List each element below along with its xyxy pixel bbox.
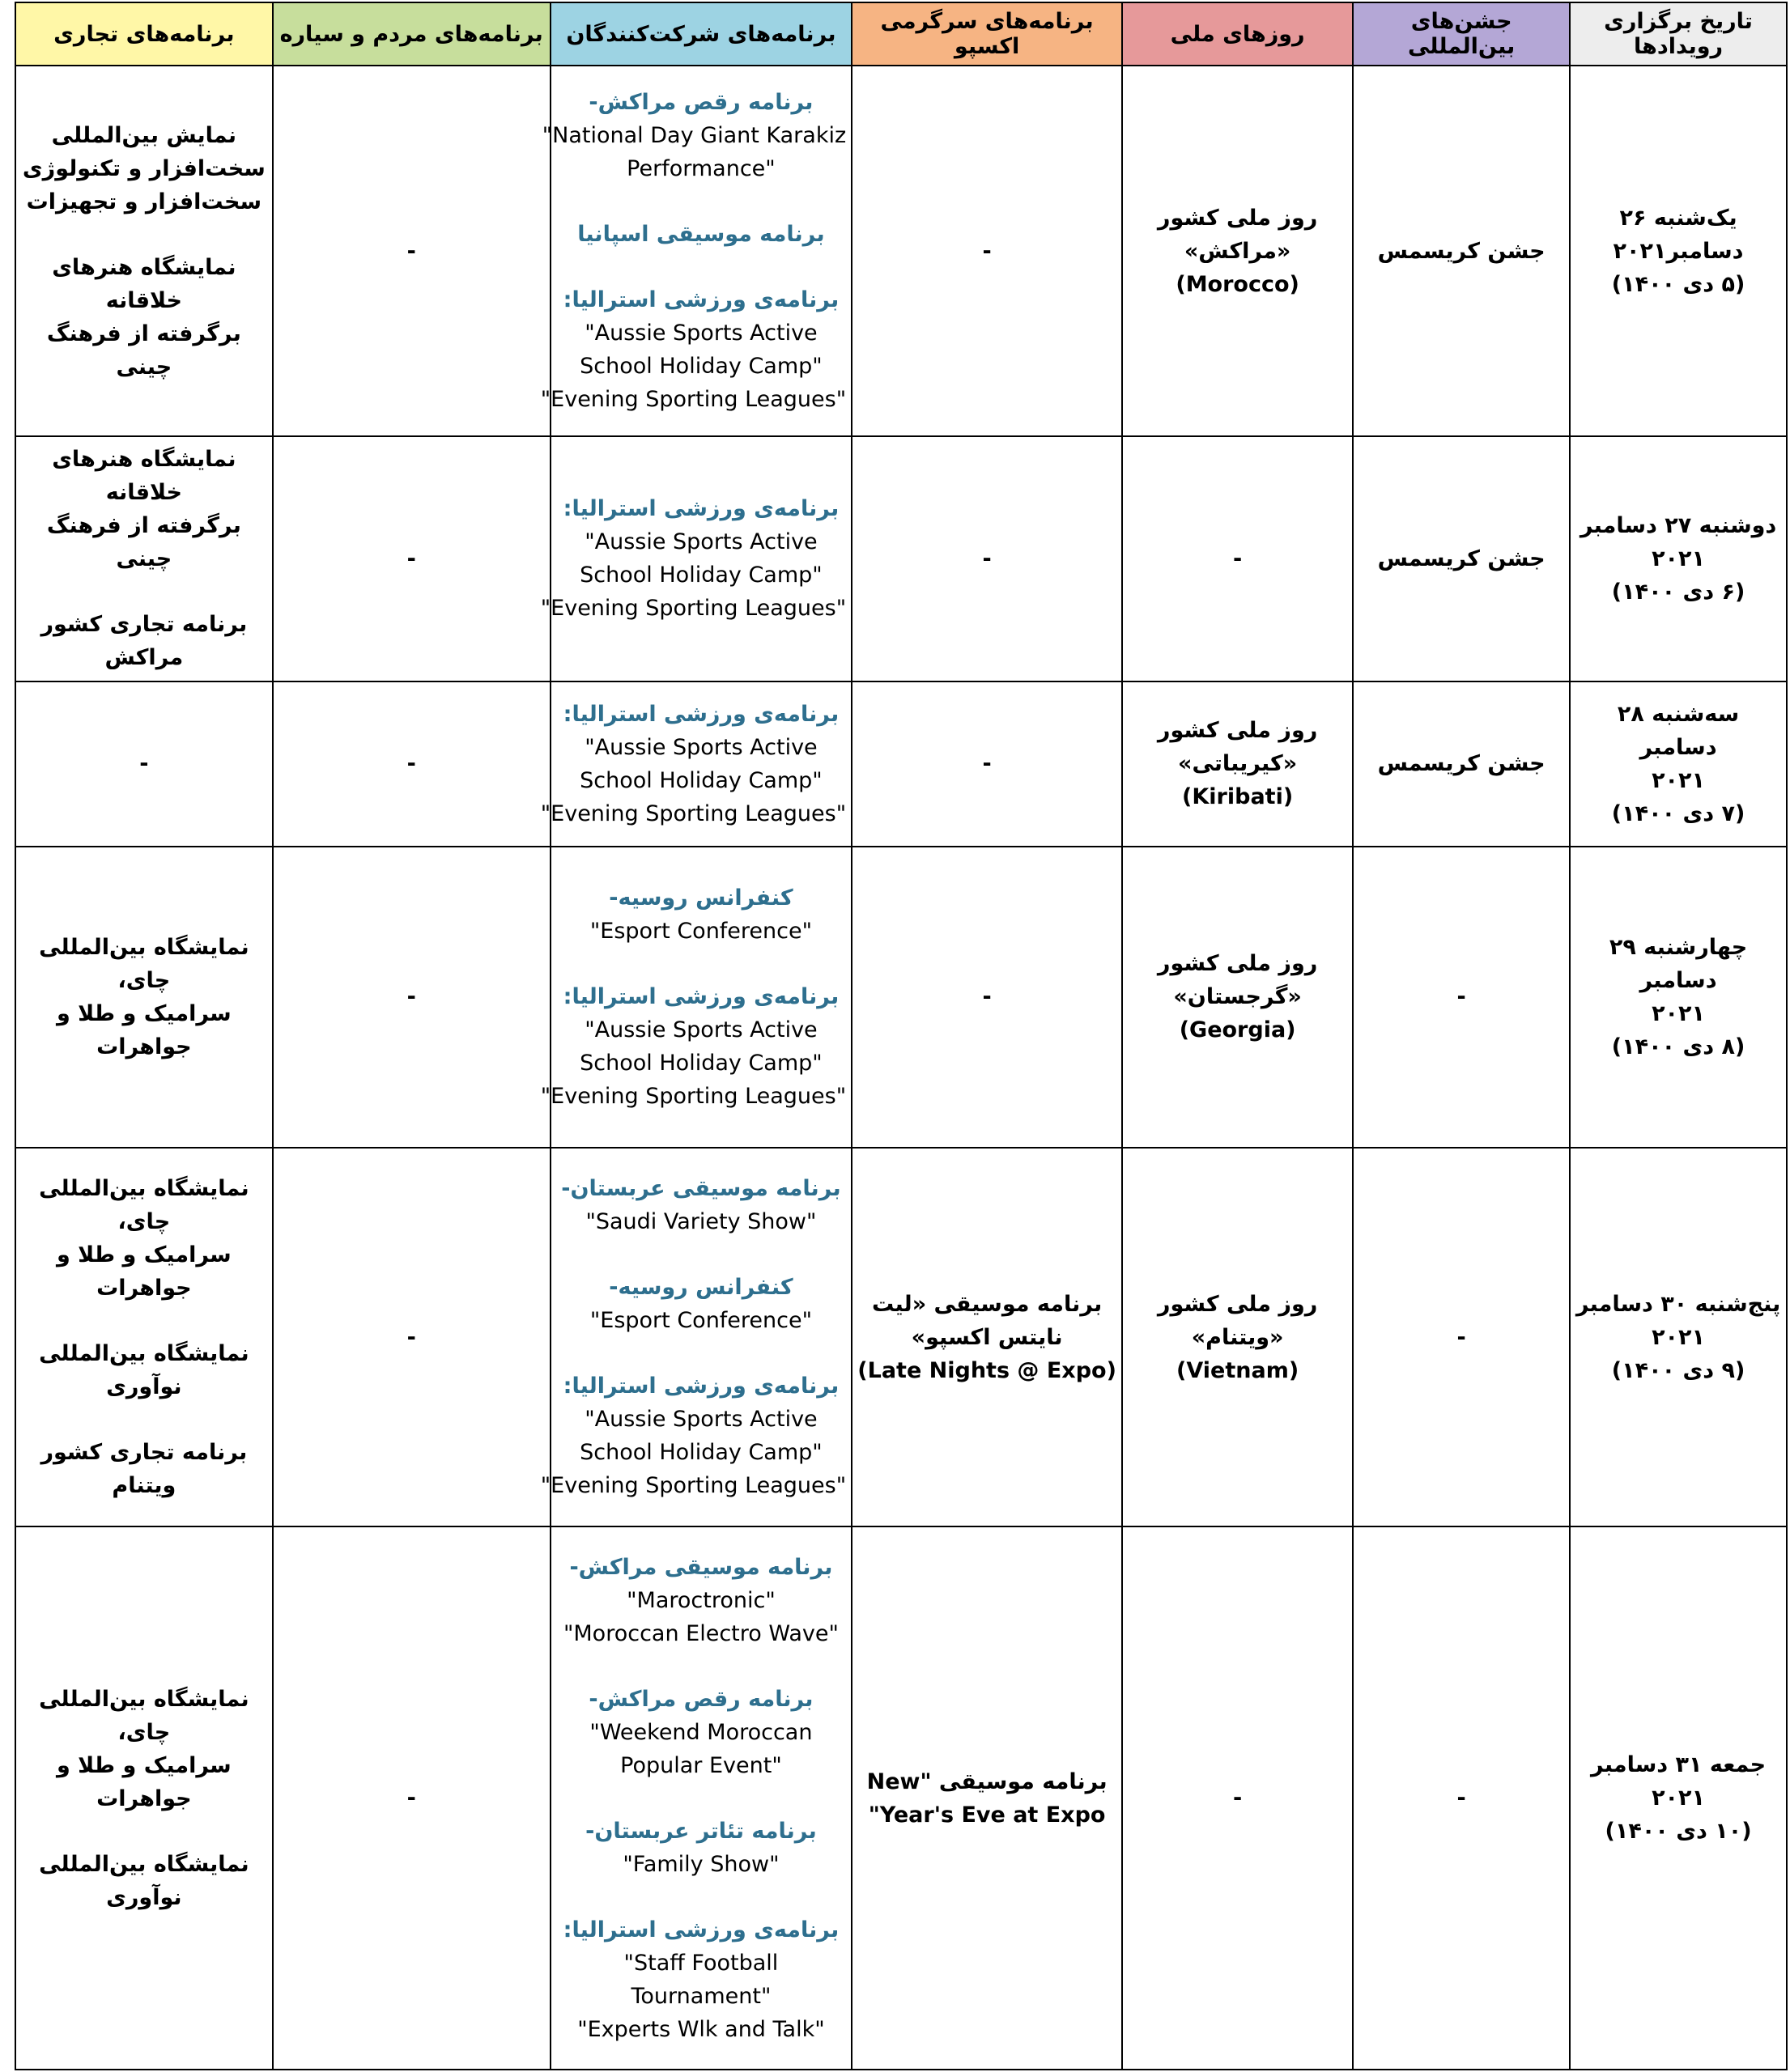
program-title: برنامه‌ی ورزشی استرالیا: — [563, 983, 840, 1009]
header-national-days: روزهای ملی — [1122, 2, 1353, 66]
national-day-cell-line: روز ملی کشور — [1157, 718, 1318, 744]
international-celebration-cell-line: جشن کریسمس — [1377, 238, 1546, 264]
national-day-cell-line: - — [1233, 1785, 1243, 1811]
date-cell-line: (۵ دی ۱۴۰۰) — [1611, 271, 1745, 297]
people-planet-cell-line: - — [406, 1785, 416, 1811]
program-detail: "Performance — [627, 156, 776, 182]
business-program-line: برنامه تجاری کشور ویتنام — [40, 1440, 248, 1499]
date-cell-line: ۲۰۲۱ — [1652, 1324, 1705, 1350]
business-program-line: - — [139, 751, 149, 777]
business-program-line: سخت‌افزار و تکنولوژی — [22, 155, 266, 181]
program-detail: "Evening Sporting Leagues" — [540, 387, 847, 413]
program-detail: "School Holiday Camp — [580, 1440, 823, 1466]
national-day-cell-line: (Vietnam) — [1176, 1357, 1299, 1383]
program-title: برنامه رقص مراکش- — [589, 90, 814, 116]
expo-entertainment-cell — [852, 436, 1122, 681]
program-detail: "Moroccan Electro Wave" — [563, 1620, 839, 1646]
program-detail: Weekend Moroccan" — [589, 1719, 813, 1745]
expo-entertainment-cell-line: نایتس اکسپو» — [911, 1324, 1063, 1350]
national-day-cell-line: (Kiribati) — [1182, 784, 1294, 810]
program-detail: "Evening Sporting Leagues" — [540, 1083, 847, 1109]
date-cell-line: ۲۰۲۱ — [1652, 767, 1705, 793]
national-day-cell — [1122, 1148, 1353, 1526]
participant-programs-cell — [540, 681, 852, 847]
international-celebration-cell-line: - — [1456, 984, 1466, 1010]
international-celebration-cell — [1353, 847, 1570, 1148]
date-cell — [1570, 66, 1787, 436]
business-program-line: برگرفته از فرهنگ چینی — [46, 321, 241, 380]
people-planet-cell-line: - — [406, 751, 416, 777]
international-celebration-cell — [1353, 1148, 1570, 1526]
expo-entertainment-cell — [852, 681, 1122, 847]
date-cell — [1570, 1526, 1787, 2070]
spacer — [21, 1305, 267, 1337]
national-day-cell-line: «مراکش» (Morocco) — [1176, 238, 1299, 297]
date-cell-line: یک‌شنبه ۲۶ دسامبر۲۰۲۱ — [1613, 205, 1744, 264]
participant-programs-cell — [551, 1526, 852, 2070]
business-program-line: برگرفته از فرهنگ چینی — [46, 513, 241, 572]
program-detail: "Maroctronic" — [627, 1587, 776, 1613]
program-title: برنامه موسیقی مراکش- — [569, 1554, 833, 1580]
spacer — [21, 575, 267, 608]
program-detail: "School Holiday Camp — [580, 767, 823, 793]
international-celebration-cell-line: جشن کریسمس — [1377, 751, 1546, 777]
business-programs-cell — [15, 1148, 273, 1526]
national-day-cell-line: روز ملی کشور — [1157, 951, 1318, 977]
date-cell — [1570, 1148, 1787, 1526]
business-programs-cell — [15, 847, 273, 1148]
date-cell-line: (۶ دی ۱۴۰۰) — [1611, 579, 1745, 605]
table-row — [15, 681, 1787, 847]
program-detail: "School Holiday Camp — [580, 354, 823, 380]
international-celebration-cell-line: - — [1456, 1324, 1466, 1350]
expo-entertainment-cell-line: برنامه موسیقی "New — [866, 1768, 1108, 1794]
expo-entertainment-cell-line: - — [982, 751, 992, 777]
program-title: برنامه‌ی ورزشی استرالیا: — [563, 496, 840, 522]
people-planet-cell-line: - — [406, 546, 416, 571]
business-program-line: نمایشگاه هنرهای خلاقانه — [52, 254, 236, 313]
business-program-line: سرامیک و طلا و جواهرات — [57, 1752, 232, 1811]
expo-entertainment-cell-line: - — [982, 984, 992, 1010]
business-program-line: نمایشگاه هنرهای خلاقانه — [52, 447, 236, 506]
people-planet-cell-line: - — [406, 984, 416, 1010]
header-business-programs: برنامه‌های تجاری — [15, 2, 273, 66]
program-title: برنامه‌ی ورزشی استرالیا: — [563, 701, 840, 727]
date-cell — [1570, 681, 1787, 847]
participant-programs-cell — [540, 66, 852, 436]
program-detail: "Esport Conference" — [589, 918, 813, 944]
date-cell-line: دوشنبه ۲۷ دسامبر ۲۰۲۱ — [1580, 512, 1777, 571]
date-cell-line: چهارشنبه ۲۹ دسامبر — [1609, 934, 1748, 993]
participant-programs-cell — [540, 847, 852, 1148]
program-title: کنفرانس روسیه- — [609, 1275, 793, 1301]
program-detail: "Esport Conference" — [589, 1308, 813, 1334]
business-programs-cell — [15, 436, 273, 681]
program-detail: "Experts Wlk and Talk" — [577, 2016, 825, 2042]
business-program-line: نمایشگاه بین‌المللی نوآوری — [39, 1341, 249, 1400]
business-program-line: نمایشگاه بین‌المللی چای، — [39, 1176, 249, 1235]
expo-entertainment-cell — [852, 847, 1122, 1148]
national-day-cell-line: - — [1233, 546, 1243, 571]
date-cell-line: جمعه ۳۱ دسامبر ۲۰۲۱ — [1591, 1752, 1767, 1811]
program-detail: Staff Football" — [623, 1950, 779, 1976]
date-cell-line: (۹ دی ۱۴۰۰) — [1611, 1357, 1745, 1383]
spacer — [556, 1881, 846, 1913]
national-day-cell-line: «کیریباتی» — [1178, 751, 1298, 777]
expo-entertainment-cell-line: - — [982, 238, 992, 264]
business-program-line: نمایشگاه بین‌المللی چای، — [39, 1686, 249, 1745]
spacer — [21, 1403, 267, 1436]
national-day-cell — [1122, 66, 1353, 436]
national-day-cell — [1122, 1526, 1353, 2070]
expo-entertainment-cell-line: Year's Eve at Expo" — [868, 1802, 1106, 1828]
program-title: برنامه رقص مراکش- — [589, 1686, 814, 1712]
program-detail: Aussie Sports Active" — [585, 321, 818, 346]
expo-entertainment-cell — [852, 1148, 1122, 1526]
spacer — [21, 1815, 267, 1848]
header-expo-entertainment: برنامه‌های سرگرمی اکسپو — [852, 2, 1122, 66]
program-title: برنامه‌ی ورزشی استرالیا: — [563, 1917, 840, 1942]
national-day-cell-line: روز ملی کشور — [1157, 205, 1318, 231]
program-detail: Aussie Sports Active" — [585, 1017, 818, 1042]
national-day-cell-line: (Georgia) — [1179, 1017, 1296, 1043]
spacer — [556, 1782, 846, 1815]
program-detail: "Popular Event — [620, 1752, 782, 1778]
program-title: برنامه‌ی ورزشی استرالیا: — [563, 287, 840, 313]
people-planet-cell — [273, 1148, 551, 1526]
spacer — [556, 1650, 846, 1683]
participant-programs-cell — [540, 1148, 852, 1526]
expo-entertainment-cell-line: (Late Nights @ Expo) — [857, 1357, 1116, 1383]
business-program-line: نمایش بین‌المللی — [51, 122, 237, 148]
date-cell-line: پنج‌شنبه ۳۰ دسامبر — [1575, 1291, 1781, 1317]
expo-entertainment-cell-line: برنامه موسیقی «لیت — [871, 1291, 1103, 1317]
events-schedule-table — [15, 2, 1788, 2070]
program-title: برنامه موسیقی عربستان- — [561, 1176, 841, 1202]
date-cell-line: (۸ دی ۱۴۰۰) — [1611, 1034, 1745, 1059]
program-title: برنامه موسیقی اسپانیا — [577, 222, 825, 248]
international-celebration-cell — [1353, 436, 1570, 681]
international-celebration-cell — [1353, 1526, 1570, 2070]
header-date: تاریخ برگزاری رویدادها — [1570, 2, 1787, 66]
program-detail: Aussie Sports Active" — [585, 529, 818, 555]
national-day-cell-line: «گرجستان» — [1173, 984, 1302, 1010]
date-cell-line: سه‌شنبه ۲۸ دسامبر — [1617, 701, 1740, 760]
people-planet-cell-line: - — [406, 1324, 416, 1350]
spacer — [21, 219, 267, 251]
national-day-cell — [1122, 436, 1353, 681]
date-cell-line: ۲۰۲۱ — [1652, 1000, 1705, 1026]
people-planet-cell — [273, 847, 551, 1148]
spacer — [556, 1337, 846, 1369]
program-detail: Aussie Sports Active" — [585, 1407, 818, 1433]
business-program-line: سرامیک و طلا و جواهرات — [57, 1000, 232, 1059]
program-detail: "Evening Sporting Leagues" — [540, 1473, 847, 1499]
expo-entertainment-cell-line: - — [982, 546, 992, 571]
spacer — [556, 948, 846, 980]
program-detail: Aussie Sports Active" — [585, 734, 818, 760]
people-planet-cell — [273, 436, 551, 681]
table-row — [15, 1148, 1787, 1526]
business-program-line: سرامیک و طلا و جواهرات — [57, 1242, 232, 1301]
program-detail: "School Holiday Camp — [580, 563, 823, 588]
program-detail: National Day Giant Karakiz" — [542, 123, 847, 149]
business-programs-cell — [15, 66, 273, 436]
business-program-line: سخت‌افزار و تجهیزات — [26, 189, 262, 214]
business-programs-cell — [15, 681, 273, 847]
expo-entertainment-cell — [852, 1526, 1122, 2070]
date-cell — [1570, 436, 1787, 681]
international-celebration-cell-line: جشن کریسمس — [1377, 546, 1546, 571]
table-row — [15, 66, 1787, 436]
date-cell — [1570, 847, 1787, 1148]
program-title: کنفرانس روسیه- — [609, 885, 793, 911]
header-international-celebrations: جشن‌های بین‌المللی — [1353, 2, 1570, 66]
people-planet-cell — [273, 1526, 551, 2070]
program-detail: "Saudi Variety Show" — [585, 1209, 817, 1235]
international-celebration-cell-line: - — [1456, 1785, 1466, 1811]
header-people-and-planet: برنامه‌های مردم و سیاره — [273, 2, 551, 66]
people-planet-cell — [273, 66, 551, 436]
business-program-line: نمایشگاه بین‌المللی نوآوری — [39, 1851, 249, 1910]
program-detail: "Evening Sporting Leagues" — [540, 596, 847, 622]
date-cell-line: (۱۰ دی ۱۴۰۰) — [1605, 1819, 1752, 1845]
business-program-line: نمایشگاه بین‌المللی چای، — [39, 934, 249, 993]
participant-programs-cell — [540, 436, 852, 681]
program-title: برنامه‌ی ورزشی استرالیا: — [563, 1374, 840, 1399]
national-day-cell-line: روز ملی کشور «ویتنام» — [1157, 1291, 1318, 1350]
people-planet-cell-line: - — [406, 238, 416, 264]
table-row — [15, 436, 1787, 681]
expo-entertainment-cell — [852, 66, 1122, 436]
table-row — [15, 1526, 1787, 2070]
program-detail: "Tournament — [631, 1983, 772, 2009]
program-title: برنامه تئاتر عربستان- — [585, 1818, 817, 1844]
table-row — [15, 847, 1787, 1148]
spacer — [556, 185, 846, 218]
national-day-cell — [1122, 847, 1353, 1148]
spacer — [556, 251, 846, 283]
header-participant-programs: برنامه‌های شرکت‌کنندگان — [551, 2, 852, 66]
date-cell-line: (۷ دی ۱۴۰۰) — [1611, 800, 1745, 826]
business-programs-cell — [15, 1526, 273, 2070]
international-celebration-cell — [1353, 66, 1570, 436]
header-row — [15, 2, 1787, 66]
business-program-line: برنامه تجاری کشور مراکش — [40, 612, 248, 671]
national-day-cell — [1122, 681, 1353, 847]
program-detail: "School Holiday Camp — [580, 1050, 823, 1076]
spacer — [556, 1238, 846, 1271]
international-celebration-cell — [1353, 681, 1570, 847]
people-planet-cell — [273, 681, 551, 847]
program-detail: "Family Show" — [623, 1851, 780, 1877]
program-detail: "Evening Sporting Leagues" — [540, 800, 847, 826]
